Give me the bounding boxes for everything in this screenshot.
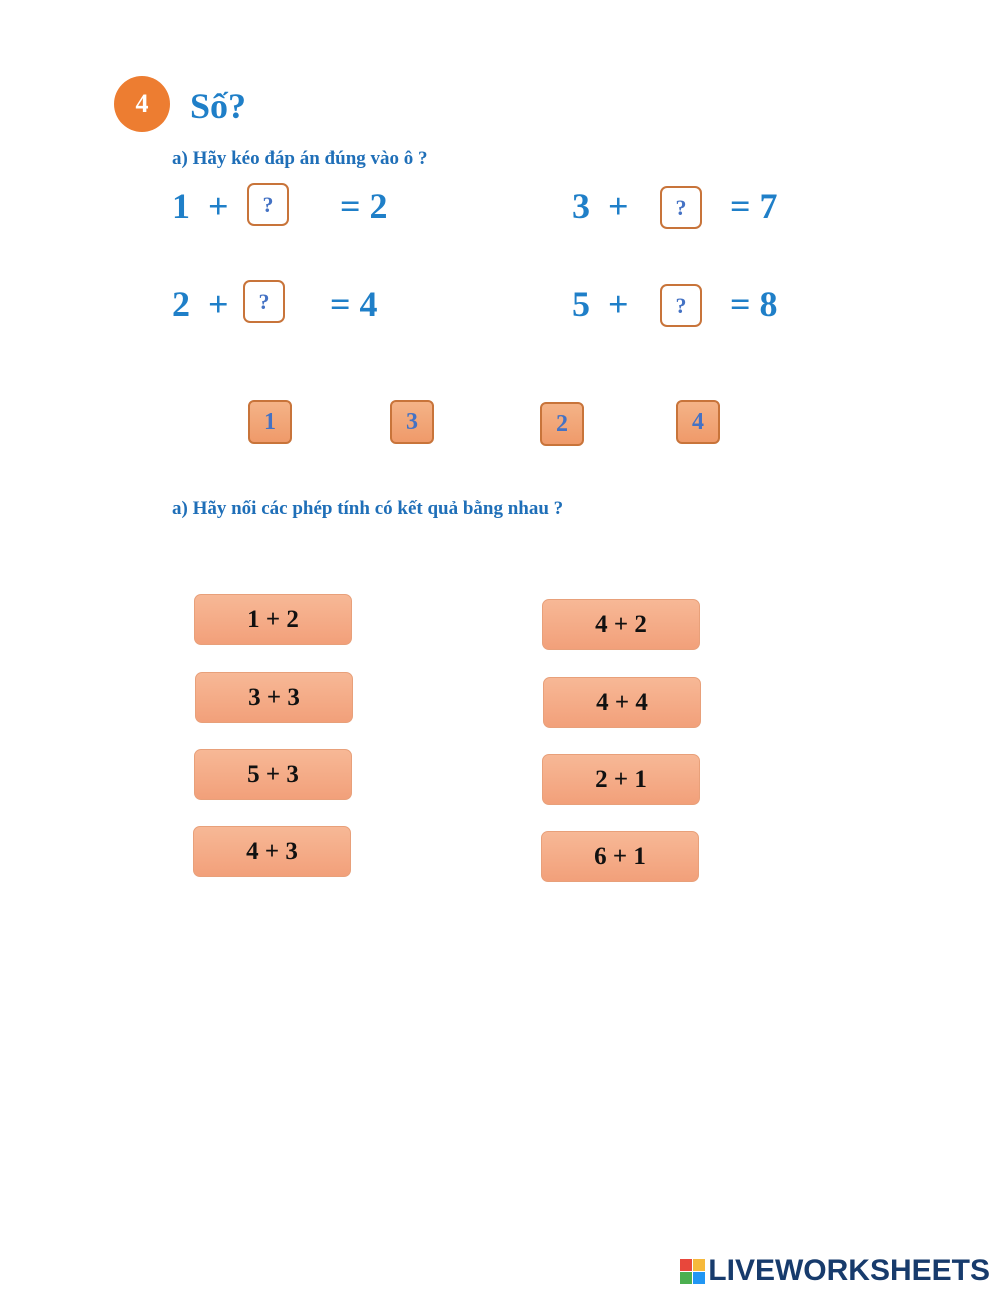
answer-tile[interactable]: 1	[248, 400, 292, 444]
match-card-right[interactable]: 6 + 1	[541, 831, 699, 882]
match-card-left[interactable]: 5 + 3	[194, 749, 352, 800]
match-card-right[interactable]: 2 + 1	[542, 754, 700, 805]
exercise-title: Số?	[190, 86, 247, 126]
brand-name: LIVEWORKSHEETS	[708, 1254, 990, 1287]
answer-slot-3[interactable]: ?	[243, 280, 285, 323]
equation-2-right: = 7	[730, 186, 778, 226]
equation-2-left: 3 +	[572, 186, 629, 226]
answer-tile[interactable]: 3	[390, 400, 434, 444]
equation-1-right: = 2	[340, 186, 388, 226]
match-card-left[interactable]: 1 + 2	[194, 594, 352, 645]
exercise-number-badge: 4	[114, 76, 170, 132]
logo-blocks-icon	[680, 1259, 705, 1284]
match-card-left[interactable]: 4 + 3	[193, 826, 351, 877]
liveworksheets-logo	[680, 1254, 990, 1288]
answer-slot-2[interactable]: ?	[660, 186, 702, 229]
equation-3-right: = 4	[330, 284, 378, 324]
match-card-right[interactable]: 4 + 4	[543, 677, 701, 728]
answer-tile[interactable]: 2	[540, 402, 584, 446]
answer-slot-1[interactable]: ?	[247, 183, 289, 226]
equation-4-left: 5 +	[572, 284, 629, 324]
answer-slot-4[interactable]: ?	[660, 284, 702, 327]
answer-tile[interactable]: 4	[676, 400, 720, 444]
part-a-instruction: a) Hãy kéo đáp án đúng vào ô ?	[172, 148, 428, 169]
match-card-left[interactable]: 3 + 3	[195, 672, 353, 723]
equation-4-right: = 8	[730, 284, 778, 324]
match-card-right[interactable]: 4 + 2	[542, 599, 700, 650]
equation-1-left: 1 +	[172, 186, 229, 226]
part-b-instruction: a) Hãy nối các phép tính có kết quả bằng nhau ?	[172, 498, 564, 519]
equation-3-left: 2 +	[172, 284, 229, 324]
